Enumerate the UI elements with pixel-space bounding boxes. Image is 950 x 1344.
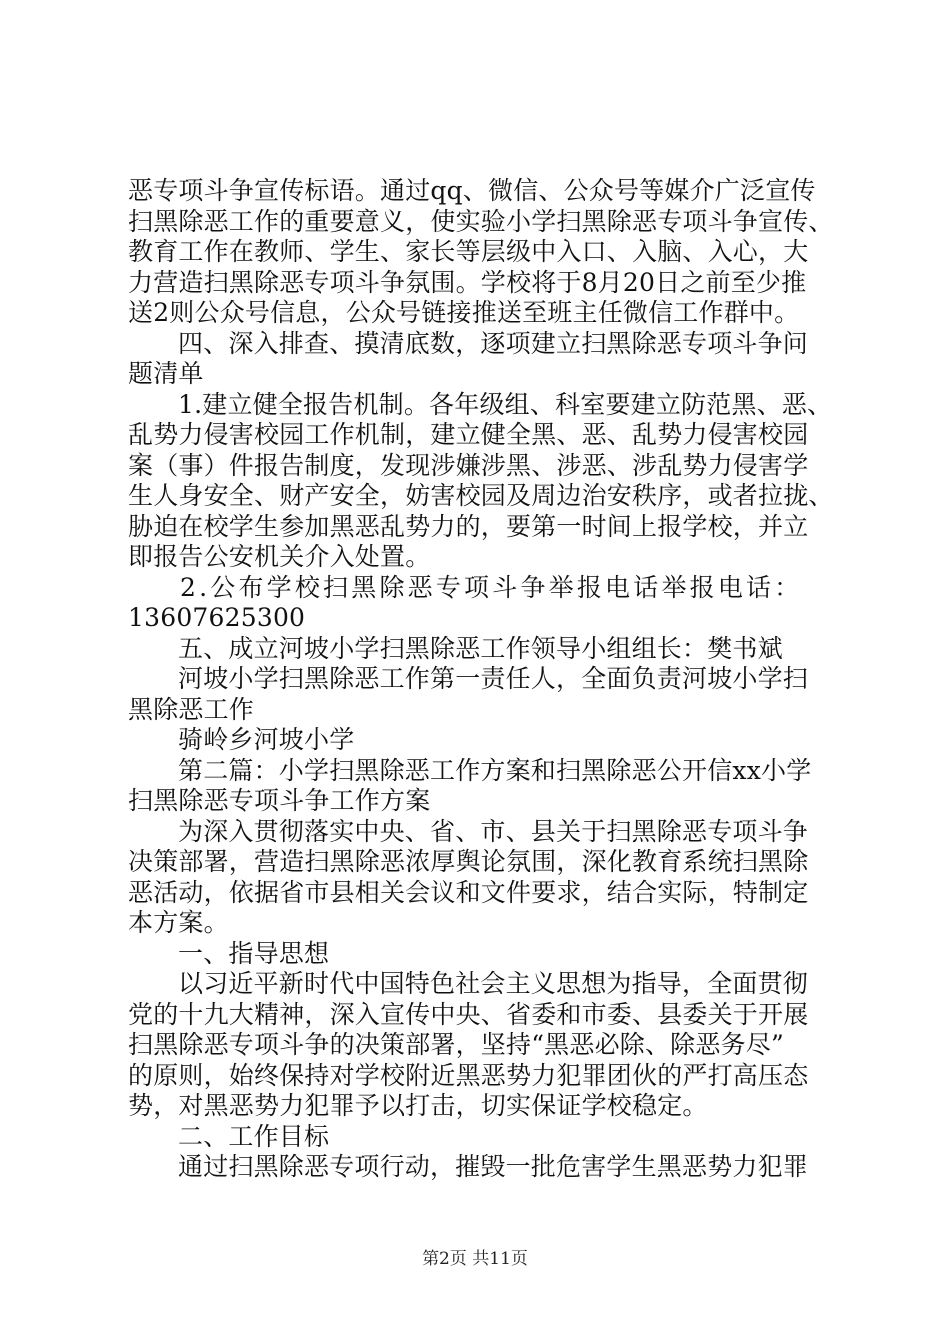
text-line: 扫黑除恶工作的重要意义，使实验小学扫黑除恶专项斗争宣传、	[128, 206, 834, 236]
page-number-label: 第2页 共11页	[422, 1249, 528, 1269]
text-line: 的原则，始终保持对学校附近黑恶势力犯罪团伙的严打高压态	[128, 1060, 809, 1090]
text-line: 恶活动，依据省市县相关会议和文件要求，结合实际，特制定	[128, 877, 809, 907]
text-line: 2.公布学校扫黑除恶专项斗争举报电话举报电话：	[180, 572, 803, 602]
text-line: 黑除恶工作	[128, 694, 255, 724]
text-line: 为深入贯彻落实中央、省、市、县关于扫黑除恶专项斗争	[178, 816, 809, 846]
text-line: 河坡小学扫黑除恶工作第一责任人，全面负责河坡小学扫	[178, 664, 809, 693]
text-line: 扫黑除恶专项斗争的决策部署，坚持“黑恶必除、除恶务尽”	[128, 1030, 784, 1059]
text-line: 1.建立健全报告机制。各年级组、科室要建立防范黑、恶、	[178, 389, 833, 419]
text-line: 通过扫黑除恶专项行动，摧毁一批危害学生黑恶势力犯罪	[178, 1152, 809, 1181]
text-line: 题清单	[128, 359, 204, 388]
text-line: 骑岭乡河坡小学	[178, 725, 355, 754]
text-line: 力营造扫黑除恶专项斗争氛围。学校将于8月20日之前至少推	[128, 267, 807, 297]
text-line: 乱势力侵害校园工作机制，建立健全黑、恶、乱势力侵害校园	[128, 420, 809, 449]
text-line: 案（事）件报告制度，发现涉嫌涉黑、涉恶、涉乱势力侵害学	[128, 450, 809, 480]
chapter-title: 第二篇：小学扫黑除恶工作方案和扫黑除恶公开信xx小学	[178, 755, 812, 785]
text-line: 恶专项斗争宣传标语。通过qq、微信、公众号等媒介广泛宣传	[128, 176, 816, 205]
section-heading: 一、指导思想	[178, 938, 330, 968]
document-body	[128, 176, 834, 1183]
text-line: 生人身安全、财产安全，妨害校园及周边治安秩序，或者拉拢、	[128, 481, 834, 510]
text-line: 胁迫在校学生参加黑恶乱势力的，要第一时间上报学校，并立	[128, 511, 809, 541]
text-line: 送2则公众号信息，公众号链接推送至班主任微信工作群中。	[128, 298, 800, 327]
text-line: 决策部署，营造扫黑除恶浓厚舆论氛围，深化教育系统扫黑除	[128, 847, 809, 876]
text-line: 党的十九大精神，深入宣传中央、省委和市委、县委关于开展	[128, 999, 809, 1029]
phone-number: 13607625300	[128, 603, 306, 632]
text-line: 教育工作在教师、学生、家长等层级中入口、入脑、入心，大	[128, 237, 809, 266]
text-line: 以习近平新时代中国特色社会主义思想为指导，全面贯彻	[178, 969, 809, 998]
text-line: 即报告公安机关介入处置。	[128, 542, 431, 571]
text-line: 本方案。	[128, 908, 229, 937]
section-heading: 五、成立河坡小学扫黑除恶工作领导小组组长：樊书斌	[178, 633, 783, 663]
text-line: 势，对黑恶势力犯罪予以打击，切实保证学校稳定。	[128, 1091, 708, 1120]
chapter-title: 扫黑除恶专项斗争工作方案	[128, 786, 431, 815]
page-footer	[0, 1244, 950, 1269]
section-heading: 四、深入排查、摸清底数，逐项建立扫黑除恶专项斗争问	[178, 328, 809, 358]
section-heading: 二、工作目标	[178, 1121, 330, 1151]
